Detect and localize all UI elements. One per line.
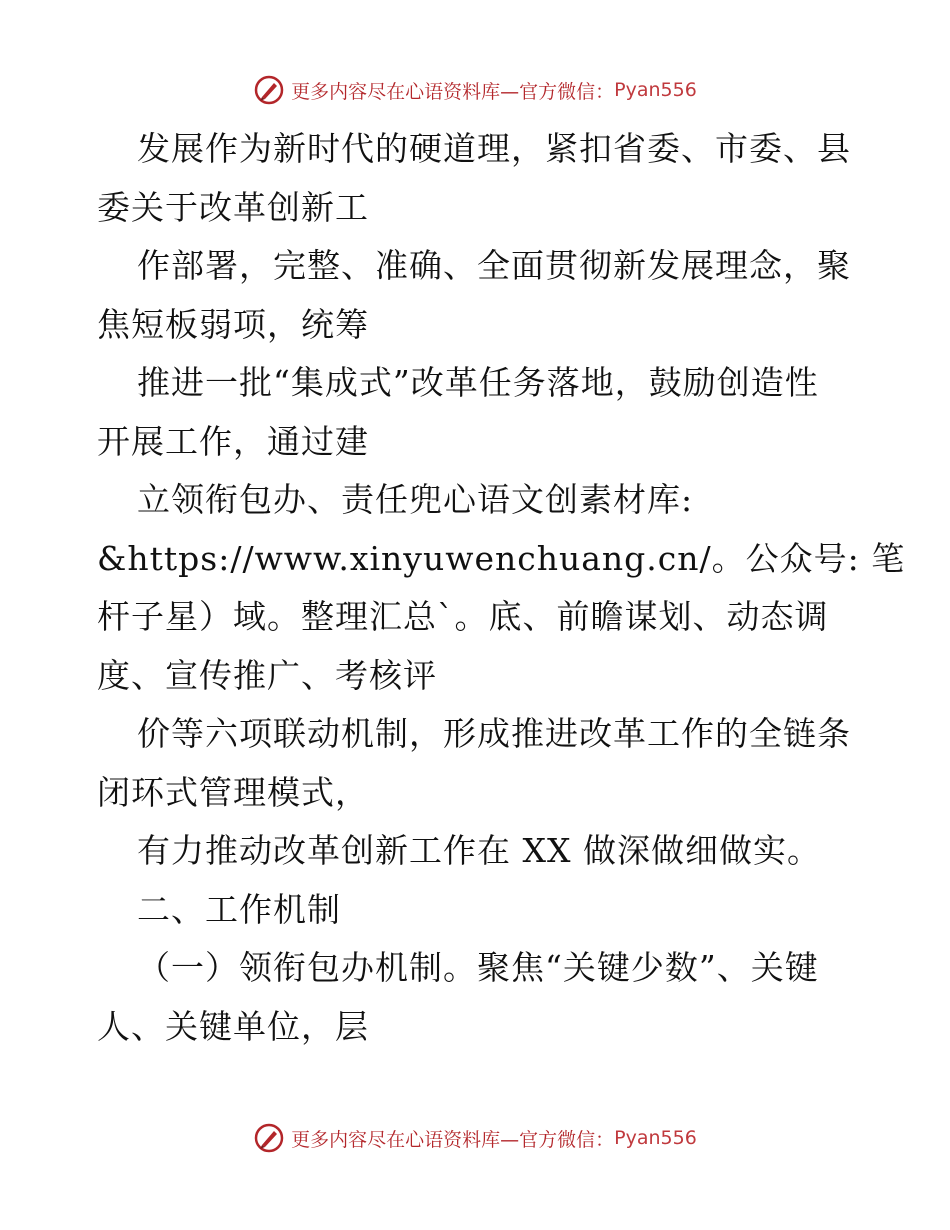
body-line: 人、关键单位，层 — [97, 1006, 369, 1046]
body-line: 焦短板弱项，统筹 — [97, 304, 369, 344]
body-line: 委关于改革创新工 — [97, 187, 369, 227]
footer-wechat-id: Pyan556 — [614, 1127, 697, 1149]
body-line: 杆子星）域。整理汇总`。底、前瞻谋划、动态调 — [97, 597, 829, 636]
body-line: 立领衔包办、责任兜心语文创素材库: — [137, 480, 694, 519]
header-banner-text: 更多内容尽在心语资料库—官方微信： — [291, 80, 615, 103]
section-heading: 二、工作机制 — [137, 889, 341, 929]
pen-logo-icon — [253, 74, 285, 106]
body-line: 度、宣传推广、考核评 — [97, 655, 437, 695]
body-line: 有力推动改革创新工作在 XX 做深做细做实。 — [137, 831, 821, 870]
body-line: 推进一批“集成式”改革任务落地，鼓励创造性 — [137, 363, 819, 402]
body-line: 发展作为新时代的硬道理，紧扣省委、市委、县 — [137, 129, 851, 168]
body-line: 开展工作，通过建 — [97, 421, 369, 461]
body-line: 价等六项联动机制，形成推进改革工作的全链条 — [137, 714, 851, 753]
pen-logo-icon — [253, 1122, 285, 1154]
document-body — [97, 120, 906, 1056]
footer-banner-text: 更多内容尽在心语资料库—官方微信： — [291, 1128, 615, 1151]
body-line: （一）领衔包办机制。聚焦“关键少数”、关键 — [137, 948, 819, 987]
body-line-url: &https://www.xinyuwenchuang.cn/。公众号: 笔 — [97, 538, 906, 578]
body-line: 闭环式管理模式， — [97, 772, 369, 812]
header-banner — [0, 70, 950, 110]
footer-banner — [0, 1118, 950, 1158]
header-wechat-id: Pyan556 — [614, 79, 697, 101]
body-line: 作部署，完整、准确、全面贯彻新发展理念，聚 — [137, 246, 851, 285]
